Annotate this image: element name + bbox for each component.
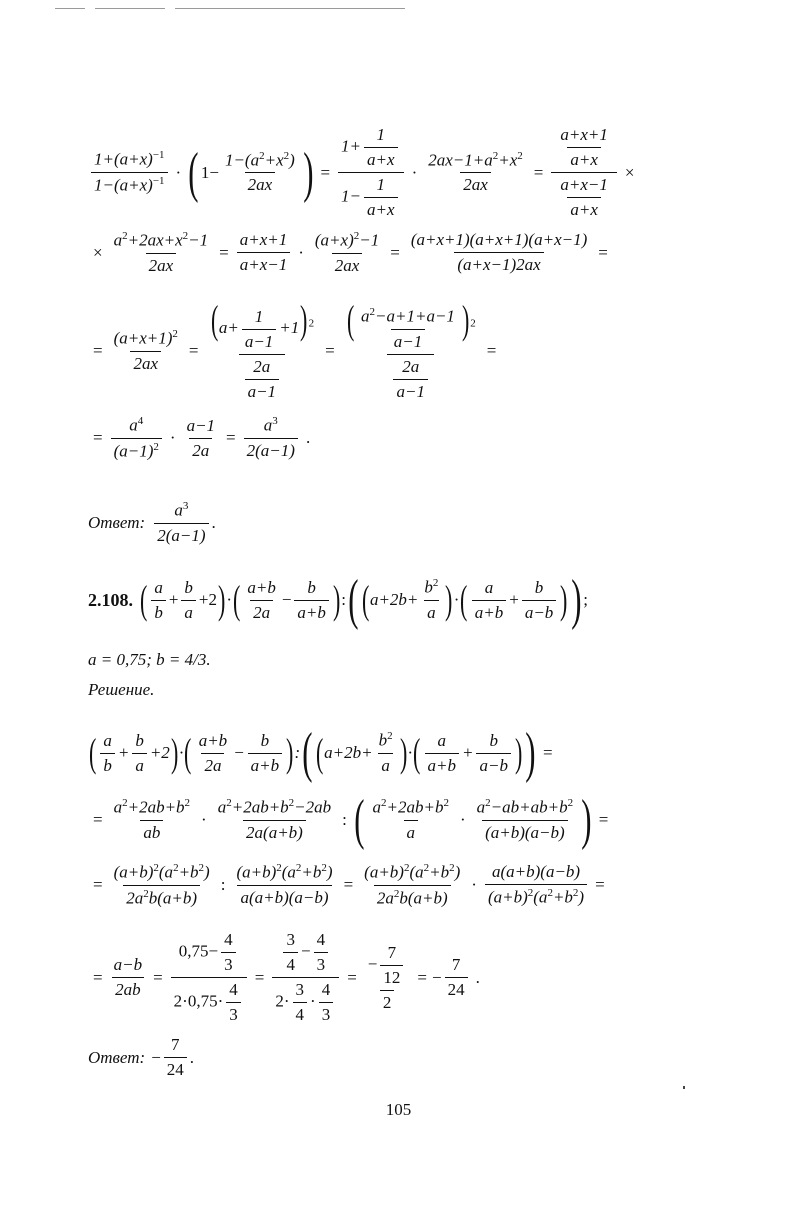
equation-line-1: $\frac{1+(a+x)^{-1}}{1-(a+x)^{-1}}$ · ( 1− $\frac{1-(a^2+x^2)}{2ax}$ ) = 1+ $\frac{1}{a+x}$ 1− $\frac{1}{a+x}$ · $\frac{2ax-1+a^2+x^2}{2ax}$ = $\frac{\frac{a+x+1}{a+x}}{\frac{a+x-1}{a+x}}$ × <box>88 125 728 220</box>
problem-statement: 2.108. ( $\frac{a}{b}$ + $\frac{b}{a}$ +2 ) · ( $\frac{a+b}{2a}$ − $\frac{b}{a+b}$ ) : ( ( a+2b+ $\frac{b^2}{a}$ ) · ( $\frac{a}{a+b}$ + $\frac{b}{a-b}$ ) ) ; <box>88 569 589 631</box>
scan-edge-mark <box>175 8 405 9</box>
problem-number: 2.108. <box>88 589 133 610</box>
answer-label: Ответ: <box>88 512 146 532</box>
answer-2: Ответ: − $\frac{7}{24}$ . <box>88 1035 195 1079</box>
solution-line-2: = $\frac{a^2+2ab+b^2}{ab}$ · $\frac{a^2+2ab+b^2-2ab}{2a(a+b)}$ : ( $\frac{a^2+2ab+b^2}{a}$ · $\frac{a^2-ab+ab+b^2}{(a+b)(a-b)}$ ) = <box>93 789 609 851</box>
scan-speck <box>683 1086 685 1089</box>
equation-line-3: = $\frac{(a+x+1)^2}{2ax}$ = (a+ $\frac{1}{a-1}$ +1)$^2$ $\frac{2a}{a-1}$ = ( $\frac{a^2-a+1+a-1}{a-1}$ )$^2$ $\frac{2a}{a-1}$ = <box>93 297 497 401</box>
solution-line-3: = $\frac{(a+b)^2(a^2+b^2)}{2a^2b(a+b)}$ : $\frac{(a+b)^2(a^2+b^2)}{a(a+b)(a-b)}$ = $\frac{(a+b)^2(a^2+b^2)}{2a^2b(a+b)}$ · $\frac{a(a+b)(a-b)}{(a+b)^2(a^2+b^2)}$ = <box>93 862 605 908</box>
page-number: 105 <box>385 1100 412 1119</box>
scan-edge-mark <box>95 8 165 9</box>
problem-condition: a = 0,75; b = 4/3. <box>88 650 211 669</box>
solution-line-4: = $\frac{a-b}{2ab}$ = 0,75− $\frac{4}{3}$ 2·0,75· $\frac{4}{3}$ = $\frac{3}{4}$ − $\frac{4}{3}$ 2· $\frac{3}{4}$ · $\frac{4}{3}$ = − $\frac{7}{12}$ 2 = − $\frac{7}{24}$ . <box>93 930 480 1024</box>
scan-edge-mark <box>55 8 85 9</box>
answer-label: Ответ: <box>88 1047 146 1067</box>
equation-line-4: = $\frac{a^4}{(a-1)^2}$ · $\frac{a-1}{2a}$ = $\frac{a^3}{2(a-1)}$ . <box>93 415 311 461</box>
solution-line-1: ( $\frac{a}{b}$ + $\frac{b}{a}$ +2 ) · ( $\frac{a+b}{2a}$ − $\frac{b}{a+b}$ ) : ( ( a+2b+ $\frac{b^2}{a}$ ) · ( $\frac{a}{a+b}$ + $\frac{b}{a-b}$ ) ) = <box>88 722 553 784</box>
solution-label: Решение. <box>88 680 155 699</box>
equation-line-2: × $\frac{a^2+2ax+x^2-1}{2ax}$ = $\frac{a+x+1}{a+x-1}$ · $\frac{(a+x)^2-1}{2ax}$ = $\frac{(a+x+1)(a+x+1)(a+x-1)}{(a+x-1)2ax}$ = <box>93 230 608 275</box>
answer-1: Ответ: $\frac{a^3}{2(a-1)}$ . <box>88 500 216 545</box>
